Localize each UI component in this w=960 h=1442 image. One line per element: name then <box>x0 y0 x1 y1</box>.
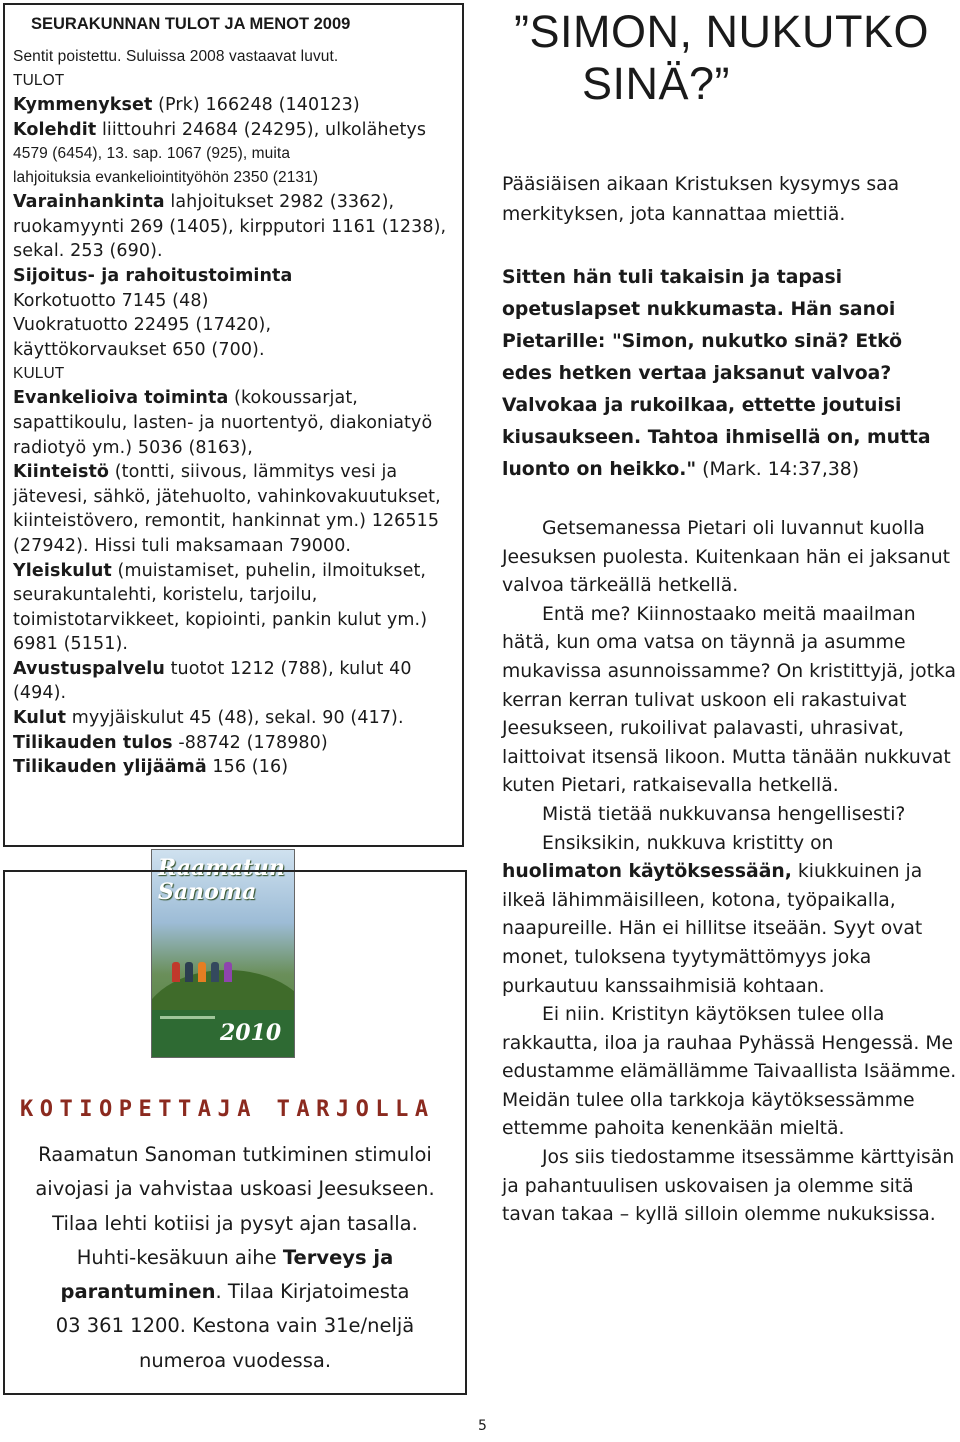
kolehdit-line-2: 4579 (6454), 13. sap. 1067 (925), muita <box>13 145 291 163</box>
finance-box <box>3 3 464 847</box>
evankelioiva-line-2: sapattikoulu, lasten- ja nuortentyö, diakoniatyö <box>13 412 433 433</box>
magazine-logo: Raamatun Sanoma <box>158 855 285 905</box>
yleiskulut-line-4: 6981 (5151). <box>13 634 129 655</box>
ad-line: numeroa vuodessa. <box>138 1348 332 1372</box>
kymmenykset-line: Kymmenykset (Prk) 166248 (140123) <box>13 95 360 115</box>
varainhankinta-line: Varainhankinta lahjoitukset 2982 (3362), <box>13 192 395 213</box>
yleiskulut-line-3: toimistotarvikkeet, kopiointi, pankin kulut ym.) <box>13 609 428 630</box>
ad-body <box>8 1138 462 1378</box>
paragraph: Getsemanessa Pietari oli luvannut kuolla Jeesuksen puolesta. Kuitenkaan hän ei jaksanut valvoa tärkeällä hetkellä. <box>502 518 950 597</box>
tulot-heading: TULOT <box>13 72 65 89</box>
paragraph: Ei niin. Kristityn käytöksen tulee olla rakkautta, iloa ja rauhaa Pyhässä Hengessä. Me edustamme elämällämme Taivaallista Isäämme. Meidän tulee olla tarkkoja käytöksessämme ettemme pahoita kenenkään mieltä. <box>502 1004 957 1140</box>
kulut-line: Kulut myyjäiskulut 45 (48), sekal. 90 (417). <box>13 708 404 729</box>
page-number: 5 <box>478 1418 487 1434</box>
ad-line: Huhti-kesäkuun aihe Terveys ja <box>76 1245 394 1269</box>
finance-content <box>13 13 461 780</box>
paragraph: Jos siis tiedostamme itsessämme kärttyisän ja pahantuulisen uskovaisen ja olemme sitä tavan takaa – kyllä silloin olemme nukuksissa. <box>502 1147 955 1226</box>
evankelioiva-line-3: radiotyö ym.) 5036 (8163), <box>13 437 253 458</box>
kiinteisto-line: Kiinteistö (tontti, siivous, lämmitys vesi ja <box>13 462 398 483</box>
avustuspalvelu-line-2: (494). <box>13 683 67 704</box>
tilikauden-ylijaama-line: Tilikauden ylijäämä 156 (16) <box>13 757 289 778</box>
ad-line: Tilaa lehti kotiisi ja pysyt ajan tasalla. <box>52 1211 418 1235</box>
evankelioiva-line: Evankelioiva toiminta (kokoussarjat, <box>13 388 358 409</box>
article-title: ”SIMON, NUKUTKO SINÄ?” <box>514 6 930 109</box>
ad-heading: KOTIOPETTAJA TARJOLLA <box>20 1097 435 1122</box>
ad-line: Raamatun Sanoman tutkiminen stimuloi <box>38 1143 432 1166</box>
ad-line: aivojasi ja vahvistaa uskoasi Jeesukseen. <box>35 1177 435 1201</box>
finance-title: SEURAKUNNAN TULOT JA MENOT 2009 <box>31 15 351 33</box>
bible-quote: Sitten hän tuli takaisin ja tapasi opetuslapset nukkumasta. Hän sanoi Pietarille: "Simon, nukutko sinä? Etkö edes hetken vertaa jaksanut valvoa? Valvokaa ja rukoilkaa, ettette joutuisi kiusaukseen. Tahtoa ihmisellä on, mutta luonto on heikko." (Mark. 14:37,38) <box>502 267 931 480</box>
kiinteisto-line-4: (27942). Hissi tuli maksamaan 79000. <box>13 535 352 556</box>
paragraph: Ensiksikin, nukkuva kristitty on huolimaton käytöksessään, kiukkuinen ja ilkeä lähimmäisilleen, kotona, työpaikalla, naapureille. Hän ei hillitse itseään. Syyt ovat monet, tuloksena tyytymättömyys joka purkautuu kanssaihmisiä kohtaan. <box>502 832 923 997</box>
kiinteisto-line-3: kiinteistövero, remontit, hankinnat ym.) 126515 <box>13 511 440 532</box>
varainhankinta-line-3: sekal. 253 (690). <box>13 241 163 262</box>
vuokratuotto-line: Vuokratuotto 22495 (17420), <box>13 315 272 336</box>
sijoitus-heading: Sijoitus- ja rahoitustoiminta <box>13 265 293 286</box>
varainhankinta-line-2: ruokamyynti 269 (1405), kirpputori 1161 (1238), <box>13 216 447 237</box>
article-lead: Pääsiäisen aikaan Kristuksen kysymys saa merkityksen, jota kannattaa miettiä. <box>502 174 900 225</box>
paragraph: Mistä tietää nukkuvansa hengellisesti? <box>542 803 906 825</box>
avustuspalvelu-line: Avustuspalvelu tuotot 1212 (788), kulut 40 <box>13 658 412 679</box>
tilikauden-tulos-line: Tilikauden tulos -88742 (178980) <box>13 732 328 753</box>
finance-intro: Sentit poistettu. Suluissa 2008 vastaavat luvut. <box>13 48 339 65</box>
ad-line: parantuminen. Tilaa Kirjatoimesta <box>60 1280 410 1304</box>
article-body <box>502 515 957 1230</box>
yleiskulut-line-2: seurakuntalehti, koristelu, tarjoilu, <box>13 585 318 606</box>
kulut-heading: KULUT <box>13 365 65 383</box>
korkotuotto-line: Korkotuotto 7145 (48) <box>13 290 209 311</box>
kayttokorvaukset-line: käyttökorvaukset 650 (700). <box>13 339 265 360</box>
ad-line: 03 361 1200. Kestona vain 31e/neljä <box>55 1314 415 1338</box>
kolehdit-line: Kolehdit liittouhri 24684 (24295), ulkolähetys <box>13 119 427 140</box>
kiinteisto-line-2: jätevesi, sähkö, jätehuolto, vahinkovakuutukset, <box>13 486 441 507</box>
magazine-year: 2010 <box>220 1020 282 1046</box>
yleiskulut-line: Yleiskulut (muistamiset, puhelin, ilmoitukset, <box>13 560 427 581</box>
paragraph: Entä me? Kiinnostaako meitä maailman hätä, kun oma vatsa on täynnä ja asumme mukavissa asunnoissamme? On kristittyjä, jotka kerran kerran tulivat uskoon eli rakastuivat Jeesukseen, rukoilivat palavasti, uhrasivat, laittoivat itsensä likoon. Mutta tänään nukkuvat kuten Pietari, ratkaisevalla hetkellä. <box>502 603 956 797</box>
kolehdit-line-3: lahjoituksia evankeliointityöhön 2350 (2131) <box>13 169 319 187</box>
